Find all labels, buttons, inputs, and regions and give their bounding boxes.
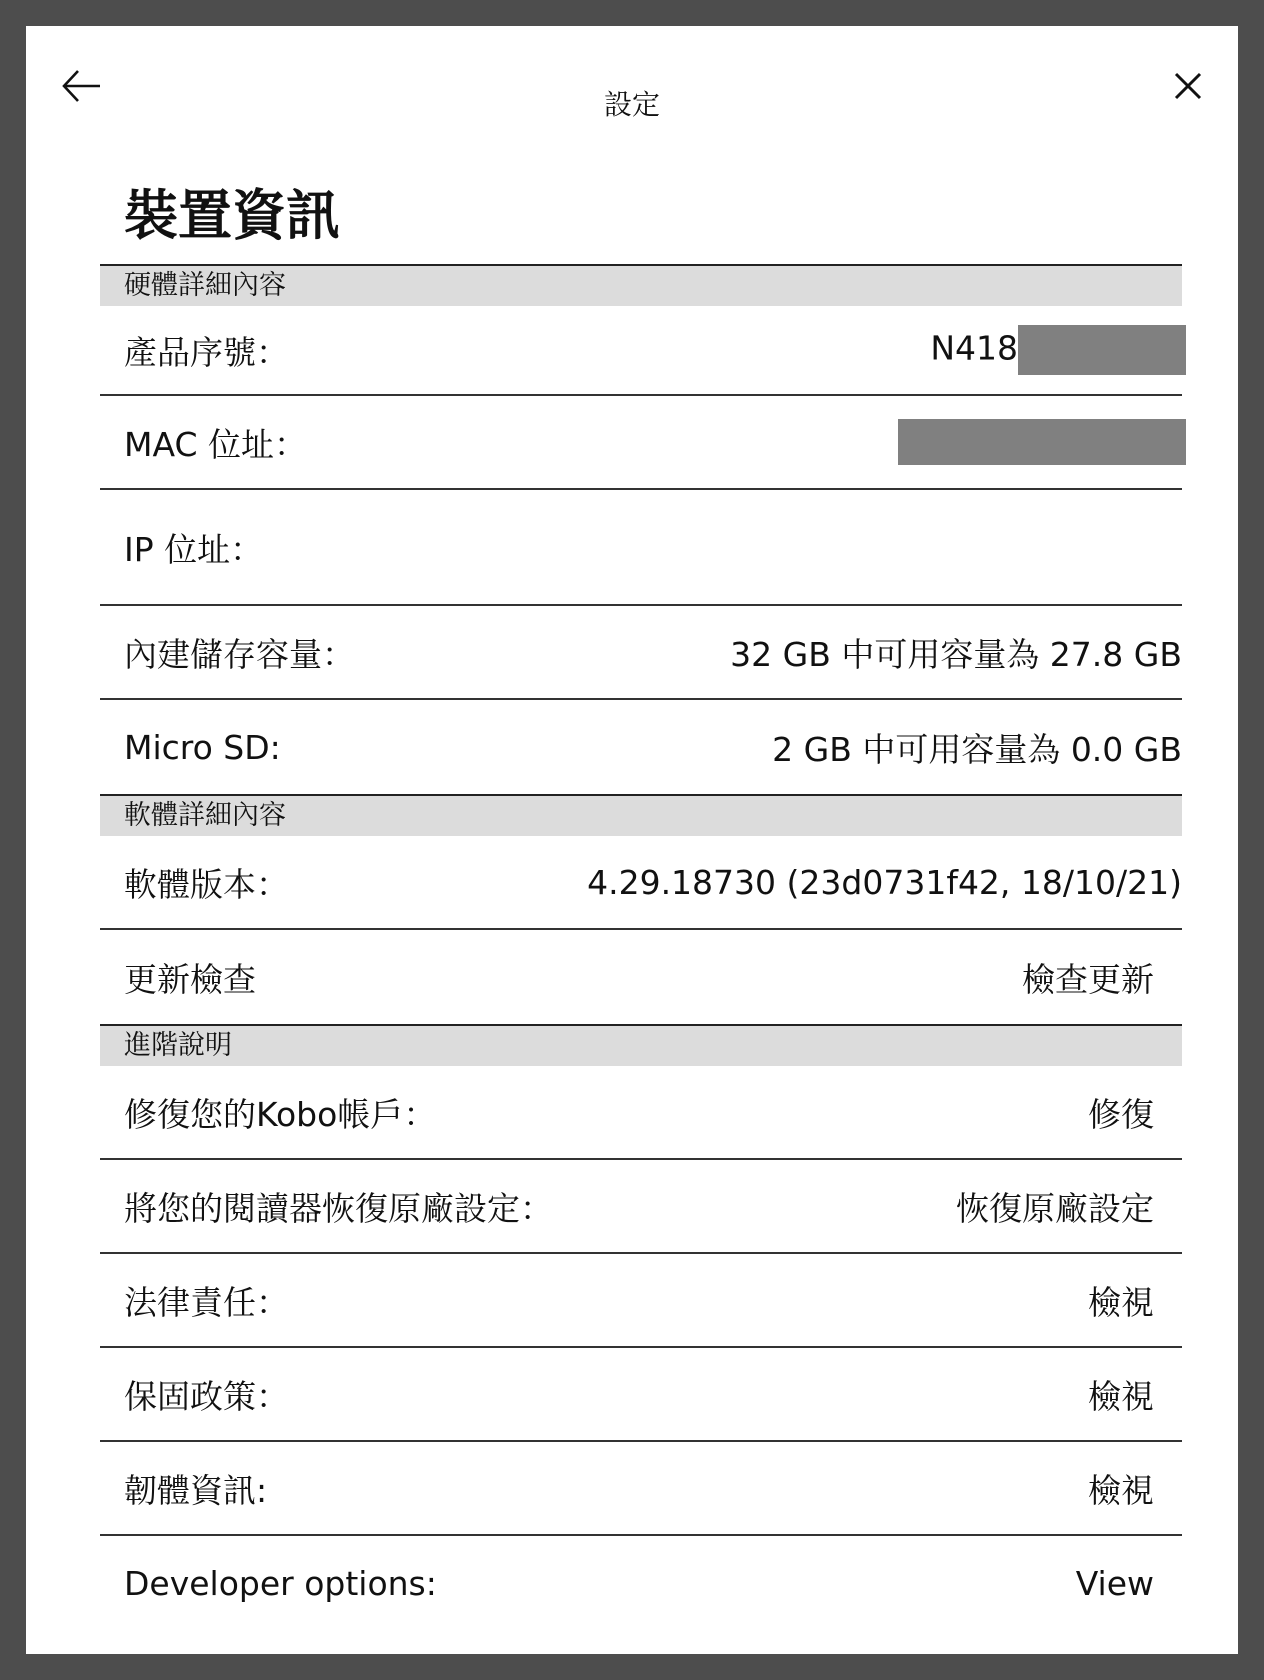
- top-bar: [26, 26, 1238, 136]
- developer-options-row: [100, 1536, 1182, 1630]
- serial-number-value: [930, 325, 1182, 375]
- legal-row: [100, 1254, 1182, 1348]
- internal-storage-value: 32 GB 中可用容量為 27.8 GB: [730, 634, 1182, 674]
- firmware-row: [100, 1442, 1182, 1536]
- firmware-label: 韌體資訊:: [124, 1470, 268, 1510]
- warranty-view-button[interactable]: 檢視: [1088, 1376, 1154, 1416]
- update-check-row: [100, 930, 1182, 1024]
- page-title: 裝置資訊: [124, 184, 340, 247]
- section-hardware-header: 硬體詳細內容: [100, 264, 1182, 306]
- warranty-row: [100, 1348, 1182, 1442]
- developer-view-button[interactable]: View: [1075, 1563, 1154, 1603]
- serial-number-prefix: N418: [930, 328, 1018, 368]
- software-version-label: 軟體版本：: [124, 864, 289, 904]
- repair-button[interactable]: 修復: [1088, 1094, 1154, 1134]
- microsd-row: [100, 700, 1182, 794]
- repair-account-row: [100, 1066, 1182, 1160]
- factory-reset-label: 將您的閱讀器恢復原廠設定：: [124, 1188, 553, 1228]
- mac-address-label: MAC 位址：: [124, 424, 307, 464]
- repair-account-label: 修復您的Kobo帳戶：: [124, 1094, 437, 1134]
- device-info-list: [100, 264, 1182, 1630]
- serial-number-row: [100, 306, 1182, 396]
- legal-view-button[interactable]: 檢視: [1088, 1282, 1154, 1322]
- check-update-button[interactable]: 檢查更新: [1022, 959, 1154, 999]
- legal-label: 法律責任：: [124, 1282, 289, 1322]
- serial-number-label: 產品序號：: [124, 332, 289, 372]
- settings-panel: [26, 26, 1238, 1654]
- mac-redaction: [898, 419, 1186, 465]
- close-icon[interactable]: [1166, 64, 1210, 108]
- mac-address-row: [100, 396, 1182, 490]
- microsd-label: Micro SD:: [124, 727, 281, 767]
- internal-storage-row: [100, 606, 1182, 700]
- microsd-value: 2 GB 中可用容量為 0.0 GB: [772, 729, 1182, 769]
- serial-redaction: [1018, 325, 1186, 375]
- header-title: 設定: [603, 88, 660, 121]
- firmware-view-button[interactable]: 檢視: [1088, 1470, 1154, 1510]
- factory-reset-button[interactable]: 恢復原廠設定: [956, 1188, 1154, 1228]
- section-advanced-header: 進階說明: [100, 1024, 1182, 1066]
- ip-address-row: [100, 490, 1182, 606]
- internal-storage-label: 內建儲存容量：: [124, 634, 355, 674]
- ip-address-label: IP 位址：: [124, 529, 264, 569]
- software-version-value: 4.29.18730 (23d0731f42, 18/10/21): [587, 862, 1182, 902]
- update-check-label: 更新檢查: [124, 959, 256, 999]
- software-version-row: [100, 836, 1182, 930]
- factory-reset-row: [100, 1160, 1182, 1254]
- section-software-header: 軟體詳細內容: [100, 794, 1182, 836]
- developer-options-label: Developer options:: [124, 1563, 437, 1603]
- warranty-label: 保固政策：: [124, 1376, 289, 1416]
